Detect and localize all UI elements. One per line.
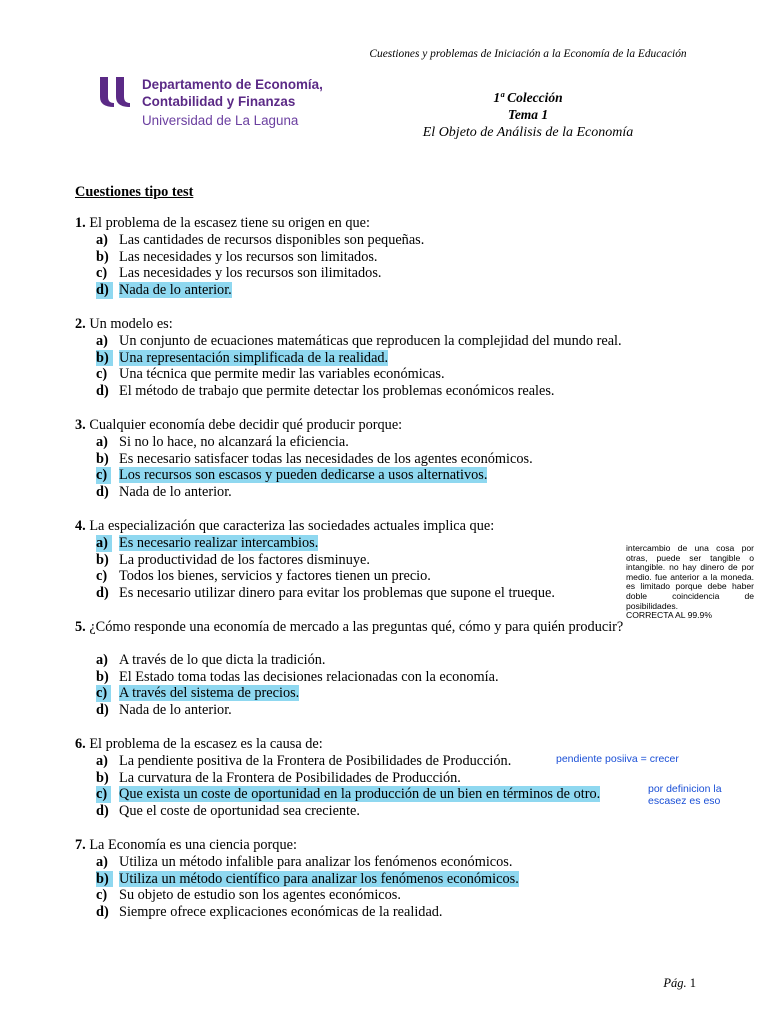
option-text: Una representación simplificada de la realidad. [119,349,389,366]
option-text: Siempre ofrece explicaciones económicas de la realidad. [119,904,443,921]
option-letter: d) [96,383,109,400]
option-text: Si no lo hace, no alcanzará la eficiencia. [119,433,349,450]
option-letter: a) [96,332,108,349]
annotation-trueque [626,544,754,621]
annotation-pendiente: pendiente posiiva = crecer [556,753,679,765]
question-stem: La Economía es una ciencia porque: [89,837,297,853]
option-text: Que exista un coste de oportunidad en la producción de un bien en términos de otro. [119,786,601,803]
question-stem: Un modelo es: [89,316,173,332]
option-letter: b) [96,350,113,367]
question-stem: Cualquier economía debe decidir qué producir porque: [89,417,403,433]
option-text: Los recursos son escasos y pueden dedicarse a usos alternativos. [119,467,488,484]
page-number [663,976,696,991]
option-text: La curvatura de la Frontera de Posibilidades de Producción. [119,769,461,786]
option-letter: b) [96,769,109,786]
option-c-selected[interactable] [75,685,715,702]
option-text: Es necesario utilizar dinero para evitar los problemas que supone el trueque. [119,585,555,602]
option-b-selected[interactable] [75,350,715,367]
option-letter: b) [96,668,109,685]
option-c[interactable] [75,887,715,904]
option-d[interactable] [75,484,715,501]
option-letter: b) [96,248,109,265]
option-c-selected[interactable] [75,467,715,484]
option-text: Nada de lo anterior. [119,484,232,501]
option-b[interactable] [75,669,715,686]
option-b[interactable] [75,552,715,569]
option-letter: d) [96,803,109,820]
option-letter: b) [96,551,109,568]
option-letter: a) [96,433,108,450]
question-stem: ¿Cómo responde una economía de mercado a las preguntas qué, cómo y para quién producir? [89,619,624,635]
option-text: Un conjunto de ecuaciones matemáticas que reproducen la complejidad del mundo real. [119,332,622,349]
option-letter: d) [96,282,113,299]
annotation-definicion [648,783,722,807]
question-stem: El problema de la escasez tiene su origen en que: [89,215,370,231]
section-title: Cuestiones tipo test [75,184,194,200]
question-number: 6. [75,736,86,752]
question-6 [75,736,715,820]
option-letter: a) [96,853,108,870]
option-letter: d) [96,484,109,501]
option-letter: b) [96,871,113,888]
option-letter: b) [96,450,109,467]
option-text: Nada de lo anterior. [119,702,232,719]
annotation-correct: CORRECTA AL 99.9% [626,610,712,621]
question-1 [75,215,715,299]
option-c[interactable] [75,568,715,585]
question-3 [75,417,715,501]
logo-department-line2: Contabilidad y Finanzas [142,94,296,109]
option-letter: c) [96,786,111,803]
option-text: Que el coste de oportunidad sea creciente. [119,803,360,820]
option-letter: a) [96,752,108,769]
option-letter: a) [96,535,112,552]
option-a[interactable] [75,652,715,669]
question-number: 5. [75,619,86,635]
option-letter: c) [96,685,111,702]
option-a-selected[interactable] [75,535,715,552]
option-text: Es necesario realizar intercambios. [119,534,319,551]
option-a[interactable] [75,854,715,871]
option-text: Su objeto de estudio son los agentes económicos. [119,887,401,904]
option-text: Las cantidades de recursos disponibles son pequeñas. [119,231,425,248]
option-letter: a) [96,231,108,248]
option-text: Todos los bienes, servicios y factores tienen un precio. [119,568,431,585]
collection-title: 1ª Colección [493,90,563,105]
university-logo [98,72,338,132]
question-stem: La especialización que caracteriza las sociedades actuales implica que: [89,518,495,534]
option-letter: c) [96,265,108,282]
logo-department-line1: Departamento de Economía, [142,77,323,92]
annotation-definicion-line2: escasez es eso [648,795,721,807]
option-text: Utiliza un método infalible para analizar los fenómenos económicos. [119,853,513,870]
option-text: Es necesario satisfacer todas las necesidades de los agentes económicos. [119,450,533,467]
option-c-selected[interactable] [75,786,715,803]
option-d[interactable] [75,702,715,719]
option-text: Las necesidades y los recursos son ilimitados. [119,265,382,282]
question-stem: El problema de la escasez es la causa de: [89,736,323,752]
option-a[interactable] [75,434,715,451]
option-letter: c) [96,467,111,484]
option-c[interactable] [75,265,715,282]
option-a[interactable] [75,333,715,350]
option-b[interactable] [75,451,715,468]
option-b[interactable] [75,770,715,787]
course-title: Cuestiones y problemas de Iniciación a la Economía de la Educación [369,48,687,60]
question-2 [75,316,715,400]
question-4 [75,518,715,602]
option-text: A través del sistema de precios. [119,685,300,702]
option-letter: c) [96,887,108,904]
option-text: Utiliza un método científico para analizar los fenómenos económicos. [119,870,519,887]
subject-title: El Objeto de Análisis de la Economía [422,125,634,140]
option-letter: c) [96,568,108,585]
page-label: Pág. [663,976,687,990]
question-number: 3. [75,417,86,433]
option-letter: d) [96,702,109,719]
question-number: 1. [75,215,86,231]
option-text: Una técnica que permite medir las variables económicas. [119,366,445,383]
option-text: La productividad de los factores disminuye. [119,551,370,568]
question-5 [75,619,715,719]
tema-title: Tema 1 [507,107,549,122]
question-number: 4. [75,518,86,534]
option-text: A través de lo que dicta la tradición. [119,651,326,668]
ull-logo-icon [98,75,132,109]
option-d[interactable] [75,904,715,921]
option-text: Las necesidades y los recursos son limitados. [119,248,378,265]
option-letter: a) [96,651,108,668]
option-text: La pendiente positiva de la Frontera de Posibilidades de Producción. [119,752,512,769]
option-text: El Estado toma todas las decisiones relacionadas con la economía. [119,668,499,685]
logo-university: Universidad de La Laguna [142,113,299,128]
question-number: 2. [75,316,86,332]
option-c[interactable] [75,366,715,383]
option-letter: c) [96,366,108,383]
option-text: Nada de lo anterior. [119,282,232,299]
option-d[interactable] [75,585,715,602]
question-7 [75,837,715,921]
option-b[interactable] [75,249,715,266]
option-d[interactable] [75,383,715,400]
option-a[interactable] [75,232,715,249]
option-b-selected[interactable] [75,871,715,888]
option-d-selected[interactable] [75,282,715,299]
option-d[interactable] [75,803,715,820]
page-number-value: 1 [689,976,696,990]
annotation-trueque-text: intercambio de una cosa por otras, puede ser tangible o intangible. no hay dinero de por medio. fue anterior a la moneda. es limitado porque debe haber doble coincidencia de posibilidades. [626,543,754,611]
annotation-definicion-line1: por definicion la [648,783,722,795]
option-letter: d) [96,904,109,921]
question-number: 7. [75,837,86,853]
option-text: El método de trabajo que permite detectar los problemas económicos reales. [119,383,555,400]
option-letter: d) [96,585,109,602]
